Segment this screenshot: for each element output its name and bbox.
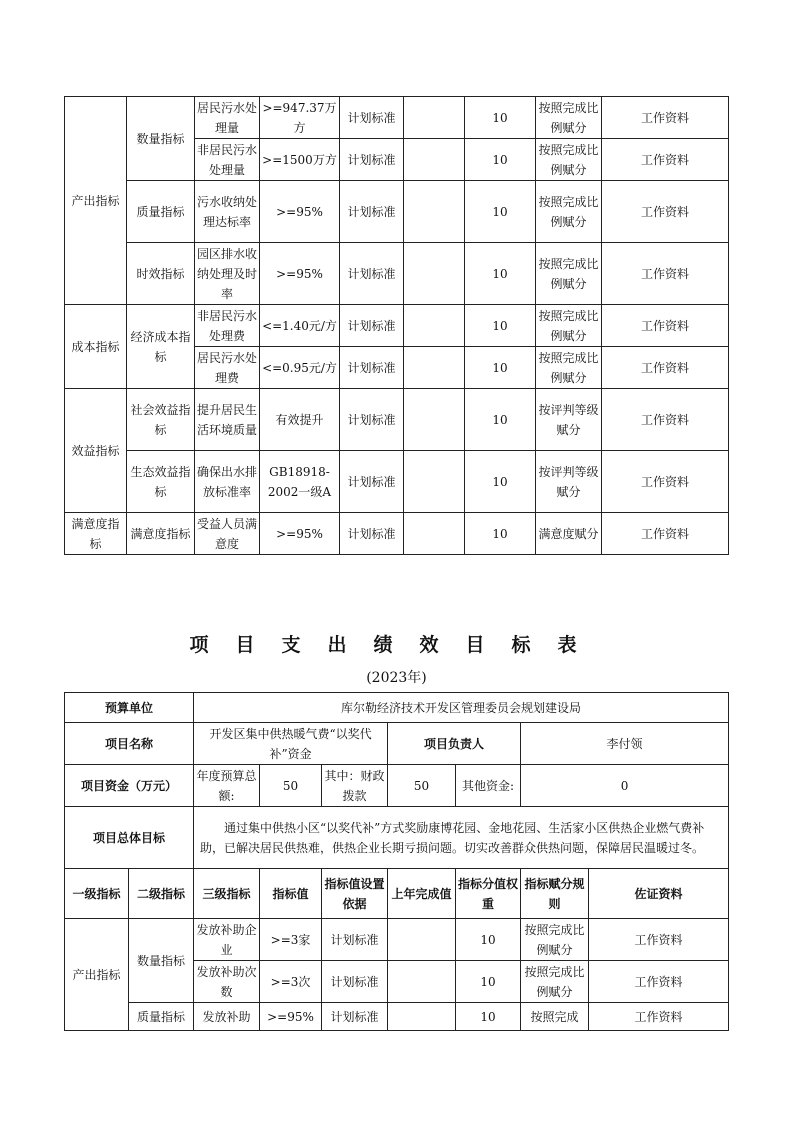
cell: 计划标准	[322, 961, 388, 1003]
cell: 计划标准	[340, 305, 404, 347]
year-subtitle: (2023年)	[366, 670, 427, 686]
level2-satisfaction: 满意度指标	[127, 513, 195, 555]
level1-output: 产出指标	[65, 97, 127, 305]
cell: 10	[456, 1003, 521, 1031]
cell: 非居民污水处理费	[195, 305, 260, 347]
other-fund-value: 0	[521, 765, 729, 807]
cell: 10	[465, 513, 536, 555]
header-cell: 佐证资料	[589, 869, 729, 919]
level1-output: 产出指标	[65, 919, 129, 1031]
cell: 工作资料	[602, 139, 729, 181]
cell: >=95%	[260, 513, 340, 555]
annual-budget-value: 50	[260, 765, 322, 807]
cell: 按照完成比例赋分	[521, 961, 589, 1003]
cell: 10	[465, 347, 536, 389]
cell: 按照完成比例赋分	[536, 243, 602, 305]
level1-cost: 成本指标	[65, 305, 127, 389]
header-cell: 指标值	[260, 869, 322, 919]
cell: 工作资料	[602, 243, 729, 305]
level2-social: 社会效益指标	[127, 389, 195, 451]
cell: 按照完成比例赋分	[536, 139, 602, 181]
cell: 计划标准	[340, 139, 404, 181]
cell	[404, 243, 465, 305]
budget-unit-value: 库尔勒经济技术开发区管理委员会规划建设局	[194, 693, 729, 723]
cell: 工作资料	[589, 919, 729, 961]
cell: 工作资料	[602, 97, 729, 139]
level2-time: 时效指标	[127, 243, 195, 305]
cell: 工作资料	[602, 513, 729, 555]
cell: 非居民污水处理量	[195, 139, 260, 181]
cell: 10	[465, 305, 536, 347]
cell: 10	[456, 961, 521, 1003]
cell	[404, 97, 465, 139]
cell: 污水收纳处理达标率	[195, 181, 260, 243]
cell: 计划标准	[340, 389, 404, 451]
cell	[404, 181, 465, 243]
cell: 居民污水处理费	[195, 347, 260, 389]
header-cell: 三级指标	[194, 869, 260, 919]
cell: 发放补助企业	[194, 919, 260, 961]
level2-quality: 质量指标	[127, 181, 195, 243]
cell: 计划标准	[340, 347, 404, 389]
cell: >=3家	[260, 919, 322, 961]
header-cell: 指标赋分规则	[521, 869, 589, 919]
cell	[404, 305, 465, 347]
cell: 工作资料	[602, 305, 729, 347]
other-fund-label: 其他资金:	[456, 765, 521, 807]
cell: 发放补助次数	[194, 961, 260, 1003]
cell	[404, 347, 465, 389]
cell	[404, 389, 465, 451]
cell: GB18918-2002一级A	[260, 451, 340, 513]
cell: 按照完成	[521, 1003, 589, 1031]
cell: 工作资料	[589, 1003, 729, 1031]
cell: <=0.95元/方	[260, 347, 340, 389]
cell: 10	[465, 243, 536, 305]
cell: 按照完成比例赋分	[521, 919, 589, 961]
cell: >=95%	[260, 181, 340, 243]
cell	[388, 1003, 456, 1031]
cell: 10	[465, 389, 536, 451]
cell	[388, 919, 456, 961]
header-cell: 上年完成值	[388, 869, 456, 919]
header-cell: 指标值设置依据	[322, 869, 388, 919]
cell: 提升居民生活环境质量	[195, 389, 260, 451]
cell: 10	[456, 919, 521, 961]
cell: 按照完成比例赋分	[536, 181, 602, 243]
cell	[404, 139, 465, 181]
level2-quality: 质量指标	[129, 1003, 194, 1031]
header-cell: 二级指标	[129, 869, 194, 919]
cell: 工作资料	[602, 181, 729, 243]
cell: >=95%	[260, 1003, 322, 1031]
cell: >=1500万方	[260, 139, 340, 181]
cell: 工作资料	[589, 961, 729, 1003]
cell: 满意度赋分	[536, 513, 602, 555]
annual-budget-label: 年度预算总额:	[194, 765, 260, 807]
level1-benefit: 效益指标	[65, 389, 127, 513]
indicator-table-continued	[64, 96, 729, 555]
cell: 计划标准	[322, 1003, 388, 1031]
performance-target-table	[64, 692, 729, 1031]
cell: 按照完成比例赋分	[536, 97, 602, 139]
fiscal-value: 50	[388, 765, 456, 807]
cell: 10	[465, 451, 536, 513]
cell: 按评判等级赋分	[536, 389, 602, 451]
cell: 有效提升	[260, 389, 340, 451]
cell: 计划标准	[340, 97, 404, 139]
header-cell: 指标分值权重	[456, 869, 521, 919]
cell: 工作资料	[602, 389, 729, 451]
cell: 按评判等级赋分	[536, 451, 602, 513]
level2-econ: 经济成本指标	[127, 305, 195, 389]
cell: 10	[465, 181, 536, 243]
cell	[404, 451, 465, 513]
cell: 按照完成比例赋分	[536, 347, 602, 389]
cell: 计划标准	[340, 451, 404, 513]
cell: >=95%	[260, 243, 340, 305]
page-title: 项目支出绩效目标表	[189, 634, 604, 656]
overall-goal-label: 项目总体目标	[65, 807, 194, 869]
project-name-value: 开发区集中供热暖气费“以奖代补”资金	[194, 723, 388, 765]
cell	[388, 961, 456, 1003]
cell	[404, 513, 465, 555]
overall-goal-text: 通过集中供热小区“以奖代补”方式奖励康博花园、金地花园、生活家小区供热企业燃气费补助，已解决居民供热难，供热企业长期亏损问题。切实改善群众供热问题，保障居民温暖过冬。	[194, 807, 729, 869]
cell: 按照完成比例赋分	[536, 305, 602, 347]
project-name-label: 项目名称	[65, 723, 194, 765]
cell: 计划标准	[340, 243, 404, 305]
cell: 确保出水排放标准率	[195, 451, 260, 513]
fiscal-label: 其中：财政拨款	[322, 765, 388, 807]
cell: >=947.37万方	[260, 97, 340, 139]
cell: 10	[465, 97, 536, 139]
project-owner-value: 李付领	[521, 723, 729, 765]
cell: 园区排水收纳处理及时率	[195, 243, 260, 305]
cell: 发放补助	[194, 1003, 260, 1031]
level2-quantity: 数量指标	[127, 97, 195, 181]
cell: 计划标准	[340, 181, 404, 243]
project-owner-label: 项目负责人	[388, 723, 521, 765]
header-cell: 一级指标	[65, 869, 129, 919]
level1-satisfaction: 满意度指标	[65, 513, 127, 555]
cell: 受益人员满意度	[195, 513, 260, 555]
cell: <=1.40元/方	[260, 305, 340, 347]
cell: 计划标准	[322, 919, 388, 961]
cell: 工作资料	[602, 347, 729, 389]
cell: 居民污水处理量	[195, 97, 260, 139]
cell: >=3次	[260, 961, 322, 1003]
cell: 计划标准	[340, 513, 404, 555]
level2-quantity: 数量指标	[129, 919, 194, 1003]
cell: 工作资料	[602, 451, 729, 513]
level2-eco: 生态效益指标	[127, 451, 195, 513]
cell: 10	[465, 139, 536, 181]
project-fund-label: 项目资金（万元）	[65, 765, 194, 807]
budget-unit-label: 预算单位	[65, 693, 194, 723]
